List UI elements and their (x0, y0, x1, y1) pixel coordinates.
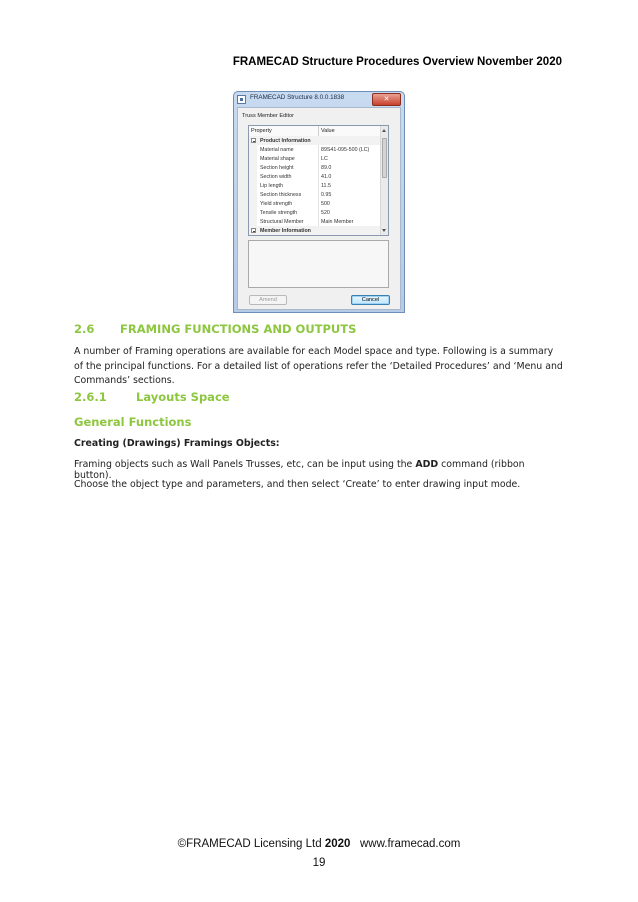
row-value: 520 (321, 209, 330, 216)
grid-row[interactable] (249, 217, 382, 226)
grid-row[interactable] (249, 181, 382, 190)
scroll-thumb[interactable] (382, 138, 387, 178)
category-label: Product Information (260, 137, 311, 144)
row-value: 0.95 (321, 191, 332, 198)
truss-member-editor-dialog (233, 91, 405, 313)
scroll-down-icon[interactable] (382, 229, 386, 232)
grid-row[interactable] (249, 190, 382, 199)
collapse-icon[interactable] (251, 228, 256, 233)
row-key: Yield strength (260, 200, 293, 207)
grid-row[interactable] (249, 145, 382, 154)
row-value: 500 (321, 200, 330, 207)
column-header-property[interactable]: Property (251, 128, 272, 134)
row-key: Tensile strength (260, 209, 298, 216)
grid-row[interactable] (249, 154, 382, 163)
row-key: Lip length (260, 182, 283, 189)
category-member-information[interactable] (249, 226, 382, 235)
amend-button[interactable]: Amend (249, 295, 287, 305)
grid-rows (249, 136, 382, 235)
row-key: Material shape (260, 155, 295, 162)
section-intro: A number of Framing operations are available for each Model space and type. Following is a summary of the principal functions. For a detailed list of operations refer the ‘Detailed Procedures’ and ‘Menu and Commands’ sections. (74, 346, 563, 386)
dialog-client-area (237, 107, 401, 310)
column-header-value[interactable]: Value (321, 128, 335, 134)
page-number: 19 (312, 857, 326, 869)
scroll-up-icon[interactable] (382, 129, 386, 132)
subsection-heading (74, 390, 564, 404)
cancel-button[interactable]: Cancel (351, 295, 390, 305)
grid-row[interactable] (249, 172, 382, 181)
row-key: Material name (260, 146, 294, 153)
input-text-before: Framing objects such as Wall Panels Trusses, etc, can be input using the (74, 459, 416, 470)
row-key: Section thickness (260, 191, 302, 198)
row-value: 89.0 (321, 164, 332, 171)
dialog-caption: Truss Member Editor (242, 113, 295, 119)
creating-objects-heading: Creating (Drawings) Framings Objects: (74, 438, 280, 449)
row-value: 11.5 (321, 182, 331, 189)
property-grid[interactable] (248, 125, 389, 236)
choose-paragraph: Choose the object type and parameters, and then select ‘Create’ to enter drawing input mode. (74, 479, 521, 490)
footer-url: www.framecad.com (350, 838, 461, 850)
category-label: Member Information (260, 227, 311, 234)
page-header: FRAMECAD Structure Procedures Overview November 2020 (232, 56, 562, 68)
general-functions-heading: General Functions (74, 415, 192, 429)
grid-row[interactable] (249, 199, 382, 208)
subsection-number: 2.6.1 (74, 390, 107, 404)
row-value: LC (321, 155, 328, 162)
dialog-title: FRAMECAD Structure 8.0.0.1838 (250, 94, 345, 101)
row-value: Main Member (321, 218, 354, 225)
row-key: Structural Member (260, 218, 304, 225)
section-heading (74, 322, 564, 336)
row-value: 89S41-095-500 (LC) (321, 146, 370, 153)
add-command: ADD (415, 459, 439, 470)
app-icon (237, 95, 246, 104)
grid-row[interactable] (249, 163, 382, 172)
column-divider[interactable] (318, 126, 319, 136)
close-button[interactable]: ✕ (372, 93, 401, 106)
vertical-scrollbar[interactable] (380, 126, 388, 235)
subsection-title: Layouts Space (136, 390, 230, 404)
category-product-information[interactable] (249, 136, 382, 145)
section-title: FRAMING FUNCTIONS AND OUTPUTS (120, 322, 357, 336)
dialog-titlebar (234, 92, 404, 107)
row-key: Section width (260, 173, 292, 180)
row-value: 41.0 (321, 173, 332, 180)
footer-copyright: ©FRAMECAD Licensing Ltd (177, 838, 325, 850)
collapse-icon[interactable] (251, 138, 256, 143)
input-paragraph (74, 459, 564, 481)
footer-year: 2020 (324, 838, 351, 850)
page-footer (0, 838, 638, 850)
section-number: 2.6 (74, 322, 95, 336)
grid-row[interactable] (249, 208, 382, 217)
description-panel (248, 240, 389, 288)
row-key: Section height (260, 164, 294, 171)
input-text-after: command (ribbon button). (74, 459, 525, 481)
